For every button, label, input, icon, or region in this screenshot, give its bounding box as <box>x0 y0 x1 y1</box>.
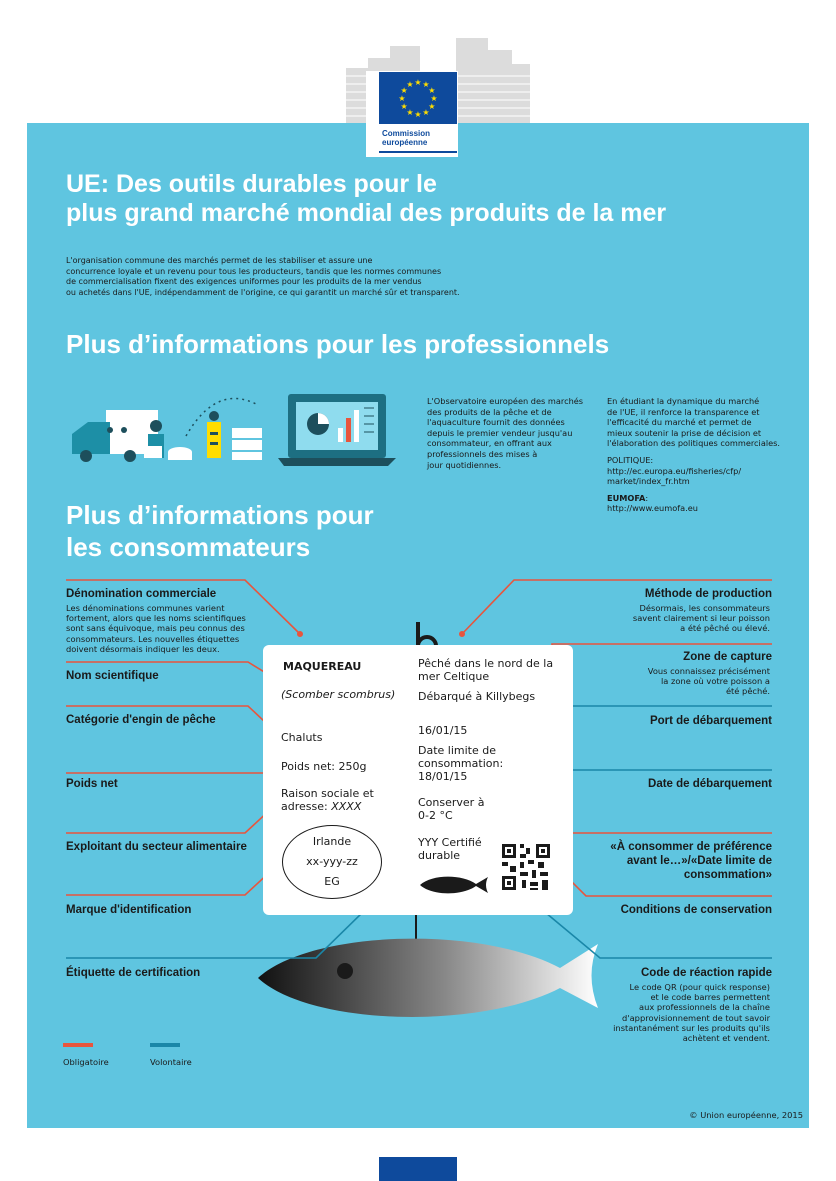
desc-line: instantanément sur les produits qu'ils <box>613 1022 770 1033</box>
desc-line: savent clairement si leur poisson <box>632 613 770 624</box>
right-desc-production-method <box>560 603 770 634</box>
right-label-storage: Conditions de conservation <box>620 904 772 916</box>
text-line: En étudiant la dynamique du marché <box>607 396 760 406</box>
right-label-landing-port: Port de débarquement <box>649 715 772 727</box>
label-line: «À consommer de préférence <box>610 841 772 853</box>
label-operator-line2 <box>281 800 361 813</box>
operator-label: adresse: <box>281 800 332 813</box>
eu-star-icon: ★ <box>406 107 414 117</box>
text-line: de l'UE, il renforce la transparence et <box>607 406 760 417</box>
label-cert-line1: YYY Certifié <box>418 836 482 849</box>
label-line: avant le…»/«Date limite de <box>626 855 772 867</box>
eumofa-colon: : <box>645 492 649 503</box>
desc-line: la zone où votre poisson a <box>661 676 770 687</box>
desc-line: consommateurs. Les nouvelles étiquettes <box>66 633 240 644</box>
label-catch-area-line2: mer Celtique <box>418 670 490 683</box>
consumers-heading-line1: Plus d’informations pour <box>66 500 374 530</box>
right-label-catch-area: Zone de capture <box>683 651 772 663</box>
text-line: l'élaboration des politiques commerciales. <box>607 438 781 449</box>
eu-star-icon: ★ <box>414 110 422 119</box>
eumofa-link[interactable]: http://www.eumofa.eu <box>607 503 698 514</box>
text-line: l'aquaculture fournit des données <box>427 417 565 428</box>
label-storage-line1: Conserver à <box>418 796 485 809</box>
left-label-gear: Catégorie d'engin de pêche <box>66 714 216 726</box>
certification-fish-icon <box>418 874 490 896</box>
left-label-operator: Exploitant du secteur alimentaire <box>66 841 247 853</box>
intro-line: concurrence loyale et un revenu pour tous les producteurs, tandis que les normes communes <box>66 266 442 276</box>
eu-star-icon: ★ <box>422 80 430 90</box>
legend-mandatory-label: Obligatoire <box>63 1057 109 1067</box>
right-desc-qr-code <box>560 982 770 1043</box>
label-landing-port: Débarqué à Killybegs <box>418 690 536 703</box>
label-scientific-name: (Scomber scombrus) <box>281 688 396 701</box>
intro-line: ou achetés dans l'UE, indépendamment de l'origine, ce qui garantit un marché sûr et transparent. <box>66 287 460 297</box>
professionals-heading: Plus d’informations pour les professionnels <box>66 329 610 359</box>
left-label-net-weight: Poids net <box>66 778 118 790</box>
desc-line: sont sans équivoque, mais peu connus des <box>66 623 245 634</box>
text-line: des produits de la pêche et de <box>427 406 552 417</box>
politique-link-cont[interactable]: market/index_fr.htm <box>607 476 690 487</box>
qr-code-icon <box>500 842 552 892</box>
mackerel-fish-illustration <box>258 939 598 1017</box>
desc-line: Désormais, les consommateurs <box>639 603 770 613</box>
copyright: © Union européenne, 2015 <box>689 1110 803 1120</box>
label-catch-area-line1: Pêché dans le nord de la <box>418 657 554 670</box>
label-cert-line2: durable <box>418 849 461 862</box>
text-line: l'efficacité du marché et permet de <box>607 417 752 428</box>
label-expiry-line1: Date limite de <box>418 744 496 757</box>
ec-logo-line2: européenne <box>382 138 428 147</box>
left-label-certification: Étiquette de certification <box>66 967 201 979</box>
label-expiry-date: 18/01/15 <box>418 770 468 783</box>
legend-voluntary-swatch <box>150 1043 180 1047</box>
text-line: professionnels des mises à <box>427 448 538 459</box>
eu-star-icon: ★ <box>428 102 436 111</box>
label-landing-date: 16/01/15 <box>418 724 468 737</box>
left-label-trade-name: Dénomination commerciale <box>66 588 217 600</box>
legend-mandatory-swatch <box>63 1043 93 1047</box>
eu-star-icon: ★ <box>398 94 406 103</box>
desc-line: Le code QR (pour quick response) <box>629 982 770 992</box>
eumofa-label: EUMOFA <box>607 492 646 503</box>
desc-line: Vous connaissez précisément <box>647 666 770 676</box>
footer-blue-bar <box>379 1157 457 1181</box>
ec-logo-line1: Commission <box>382 129 431 138</box>
right-label-qr-code: Code de réaction rapide <box>640 967 772 979</box>
eu-star-icon: ★ <box>428 86 436 95</box>
eu-star-icon: ★ <box>400 102 408 111</box>
desc-line: fortement, alors que les noms scientifiques <box>66 613 246 624</box>
intro-line: de commercialisation fixent des exigences uniformes pour les produits de la mer vendus <box>66 277 422 286</box>
label-net-weight: Poids net: 250g <box>281 760 367 773</box>
label-trade-name: MAQUEREAU <box>283 660 362 673</box>
desc-line: été pêché. <box>725 686 770 697</box>
eu-star-icon: ★ <box>406 80 414 90</box>
text-line: mieux soutenir la prise de décision et <box>607 427 762 438</box>
ident-line3: EG <box>324 875 340 888</box>
consumers-heading-line2: les consommateurs <box>66 532 311 562</box>
label-expiry-line2: consommation: <box>418 757 504 770</box>
right-label-best-before <box>560 840 772 882</box>
text-line: L'Observatoire européen des marchés <box>427 396 584 406</box>
text-line: consommateur, en offrant aux <box>427 438 552 449</box>
desc-line: Les dénominations communes varient <box>66 603 225 613</box>
right-label-production-method: Méthode de production <box>644 588 772 600</box>
right-desc-catch-area <box>560 666 770 697</box>
desc-line: achètent et vendent. <box>682 1033 770 1044</box>
desc-line: et le code barres permettent <box>650 992 770 1003</box>
eu-star-icon: ★ <box>414 78 422 87</box>
text-line: depuis le premier vendeur jusqu'au <box>427 427 573 438</box>
ident-line2: xx-yyy-zz <box>306 855 358 868</box>
label-line: consommation» <box>683 869 772 881</box>
eu-star-icon: ★ <box>400 86 408 95</box>
left-desc-trade-name <box>66 603 266 654</box>
desc-line: d'approvisionnement de tout savoir <box>622 1012 770 1023</box>
desc-line: doivent désormais indiquer les deux. <box>66 643 220 654</box>
operator-value: XXXX <box>331 800 362 813</box>
ident-line1: Irlande <box>312 835 352 848</box>
page-title-line2: plus grand marché mondial des produits de la mer <box>66 199 667 227</box>
desc-line: aux professionnels de la chaîne <box>638 1002 770 1013</box>
page-title-line1: UE: Des outils durables pour le <box>66 170 437 198</box>
label-operator-line1: Raison sociale et <box>281 787 374 800</box>
politique-link[interactable]: http://ec.europa.eu/fisheries/cfp/ <box>607 465 742 476</box>
left-label-scientific: Nom scientifique <box>66 670 159 682</box>
politique-label: POLITIQUE: <box>607 454 654 465</box>
eu-star-icon: ★ <box>430 94 438 103</box>
legend-voluntary-label: Volontaire <box>150 1057 192 1067</box>
right-label-landing-date: Date de débarquement <box>648 778 772 790</box>
label-gear: Chaluts <box>281 731 323 744</box>
text-line: jour quotidiennes. <box>427 459 502 470</box>
eu-star-icon: ★ <box>422 107 430 117</box>
desc-line: a été pêché ou élevé. <box>680 623 770 634</box>
intro-line: L'organisation commune des marchés permet de les stabiliser et assure une <box>66 256 373 265</box>
left-label-ident-mark: Marque d'identification <box>66 904 192 916</box>
label-storage-line2: 0-2 °C <box>418 809 453 822</box>
